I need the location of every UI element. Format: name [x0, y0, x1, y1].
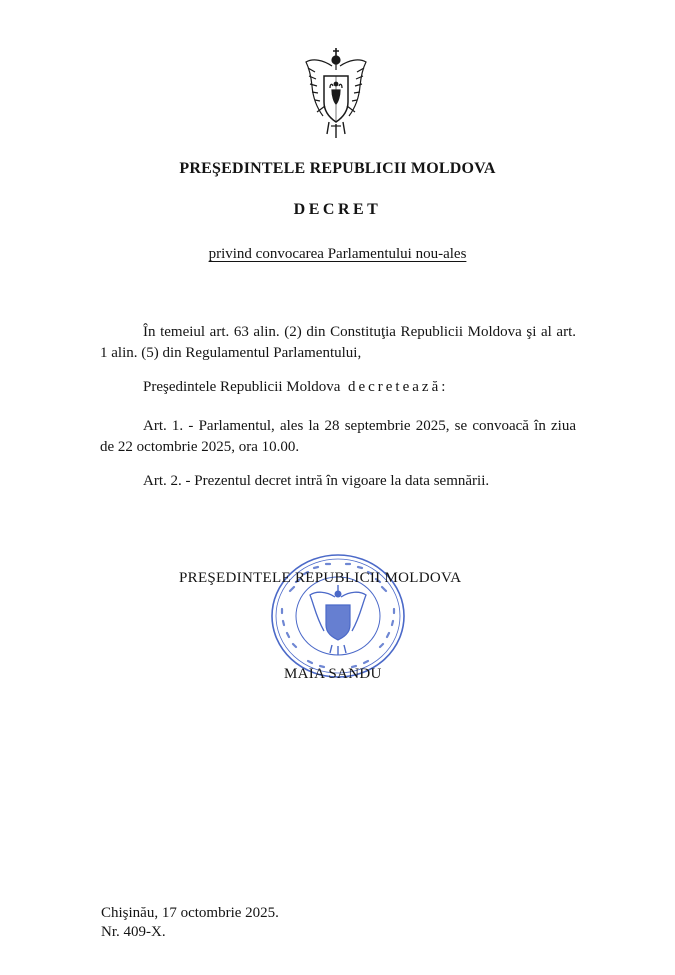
decree-subject-text: privind convocarea Parlamentului nou-ales [208, 246, 467, 262]
decree-number: Nr. 409-X. [101, 924, 166, 940]
article-2: Art. 2. - Prezentul decret intră în vigoare la data semnării. [143, 473, 490, 489]
signatory-name: MAIA SANDU [284, 666, 382, 682]
decree-lead-paragraph [100, 377, 576, 398]
article-1: Art. 1. - Parlamentul, ales la 28 septembrie 2025, se convoacă în ziua de 22 octombrie 2025, ora 10.00. [100, 418, 576, 455]
document-type: DECRET [293, 201, 382, 218]
decree-verb: decretează: [347, 379, 449, 395]
decree-subject [0, 246, 675, 263]
place-date: Chişinău, 17 octombrie 2025. [101, 905, 279, 921]
coat-of-arms-icon [303, 46, 369, 142]
preamble-paragraph: În temeiul art. 63 alin. (2) din Constituţia Republicii Moldova şi al art. 1 alin. (5) din Regulamentul Parlamentului, [100, 324, 576, 361]
issuing-authority: PREŞEDINTELE REPUBLICII MOLDOVA [179, 160, 496, 177]
decree-lead-text: Preşedintele Republicii Moldova [143, 379, 341, 395]
signatory-title: PREŞEDINTELE REPUBLICII MOLDOVA [179, 570, 462, 586]
place-and-number [101, 904, 279, 942]
